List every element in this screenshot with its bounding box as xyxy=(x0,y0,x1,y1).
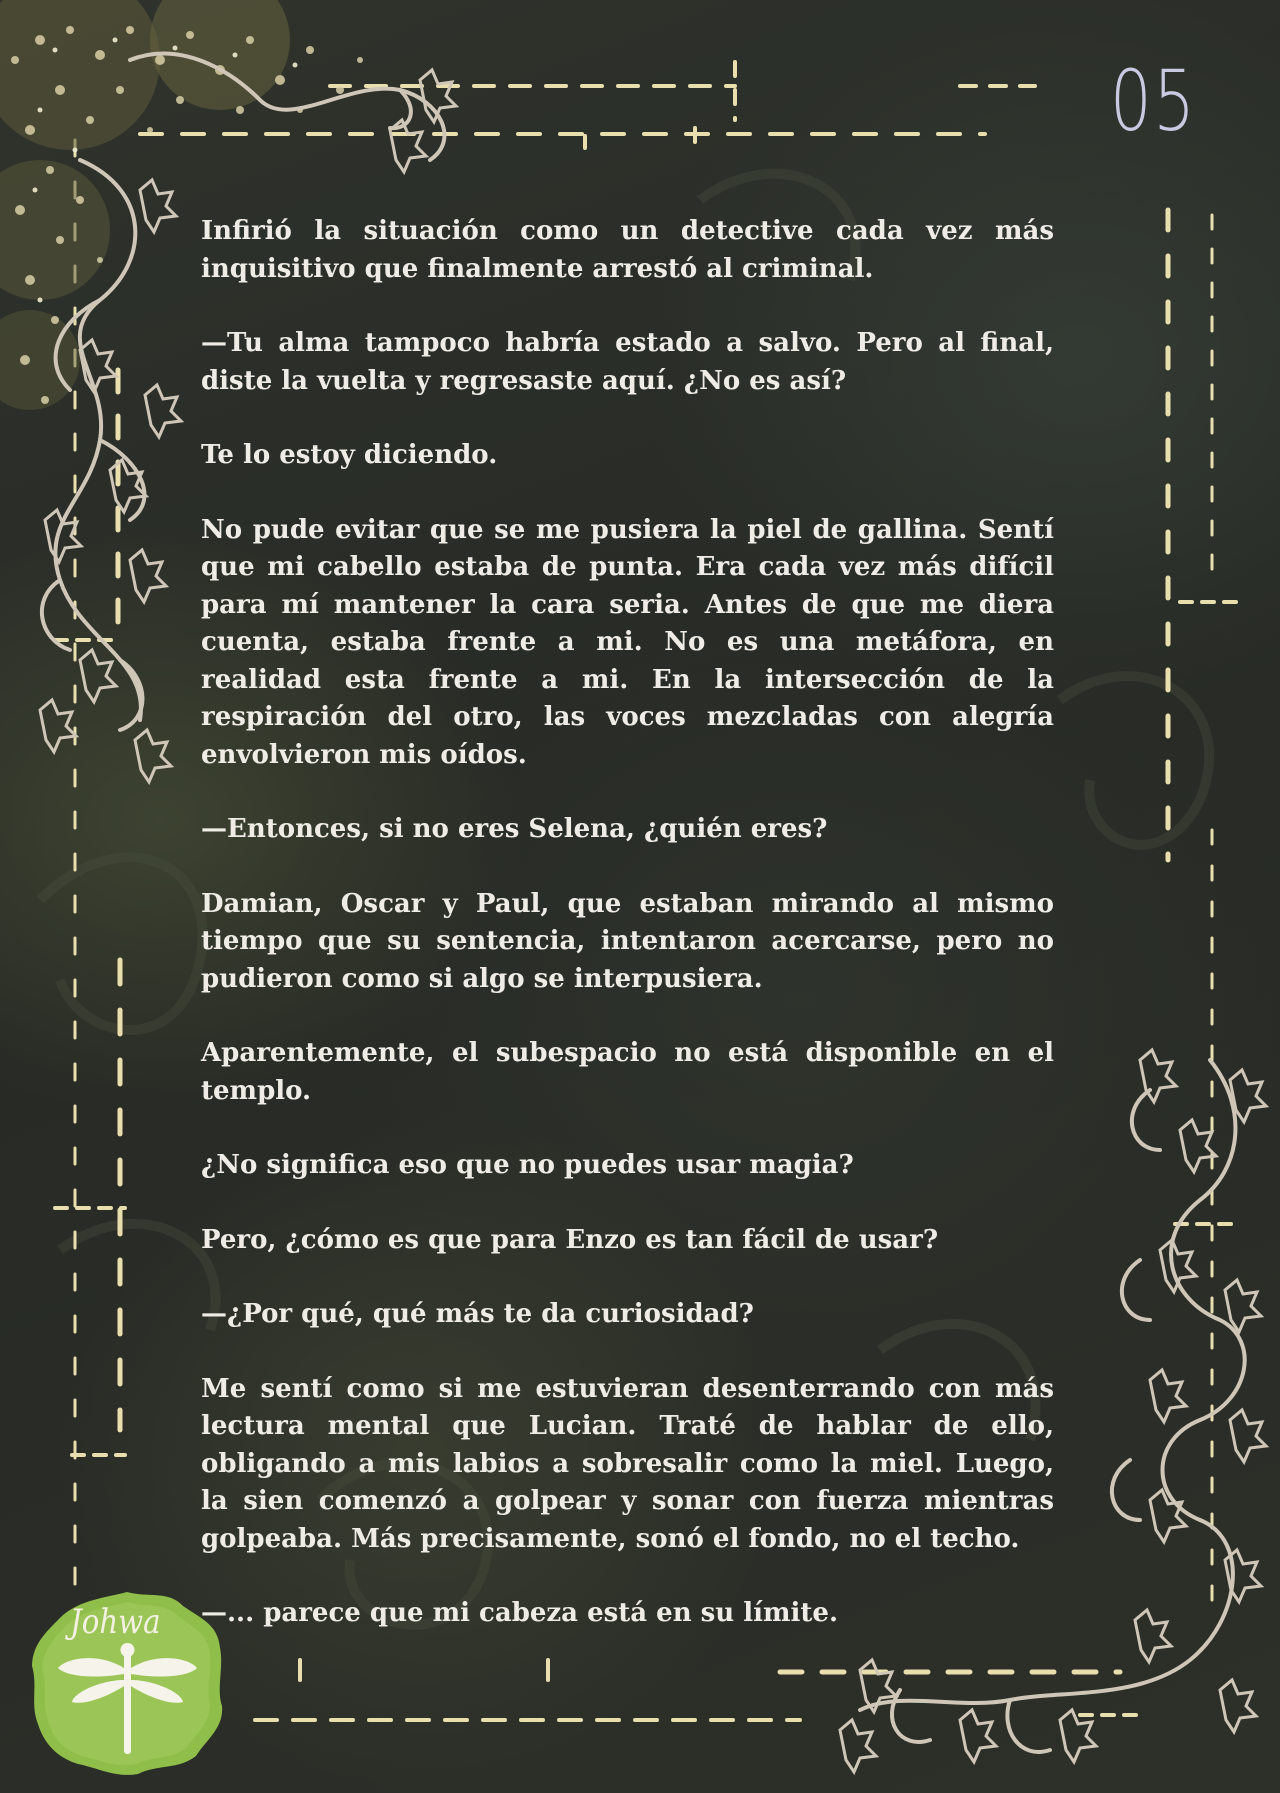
paragraph: Infirió la situación como un detective cada vez más inquisitivo que finalmente arrestó al criminal. xyxy=(201,216,1054,284)
paragraph: ¿No significa eso que no puedes usar magia? xyxy=(201,1150,854,1180)
paragraph: Damian, Oscar y Paul, que estaban mirando al mismo tiempo que su sentencia, intentaron acercarse, pero no pudieron como si algo se interpusiera. xyxy=(201,888,1054,994)
paragraph: Pero, ¿cómo es que para Enzo es tan fácil de usar? xyxy=(201,1224,939,1255)
paragraph: —Tu alma tampoco habría estado a salvo. Pero al final, diste la vuelta y regresaste aquí. ¿No es así? xyxy=(201,328,1054,396)
page-number: 05 xyxy=(1110,52,1197,150)
paragraph: —Entonces, si no eres Selena, ¿quién eres? xyxy=(201,814,828,844)
paragraph: Me sentí como si me estuvieran desenterrando con más lectura mental que Lucian. Traté de hablar de ello, obligando a mis labios a sobresalir como la miel. Luego, la sien comenzó a golpear y sonar con fuerza mientras golpeaba. Más precisamente, sonó el fondo, no el techo. xyxy=(201,1373,1054,1554)
paragraph: —... parece que mi cabeza está en su límite. xyxy=(201,1598,838,1628)
badge-label: Johwa xyxy=(70,1602,161,1642)
paragraph: Aparentemente, el subespacio no está disponible en el templo. xyxy=(201,1038,1054,1106)
paragraph: No pude evitar que se me pusiera la piel de gallina. Sentí que mi cabello estaba de punta. Era cada vez más difícil para mí mantener la cara seria. Antes de que me diera cuenta, estaba frente a mi. No es una metáfora, en realidad esta frente a mi. En la intersección de la respiración del otro, las voces mezcladas con alegría envolvieron mis oídos. xyxy=(201,514,1054,770)
paragraph: —¿Por qué, qué más te da curiosidad? xyxy=(201,1299,754,1329)
text-column xyxy=(201,213,1054,1670)
paragraph: Te lo estoy diciendo. xyxy=(201,440,498,470)
